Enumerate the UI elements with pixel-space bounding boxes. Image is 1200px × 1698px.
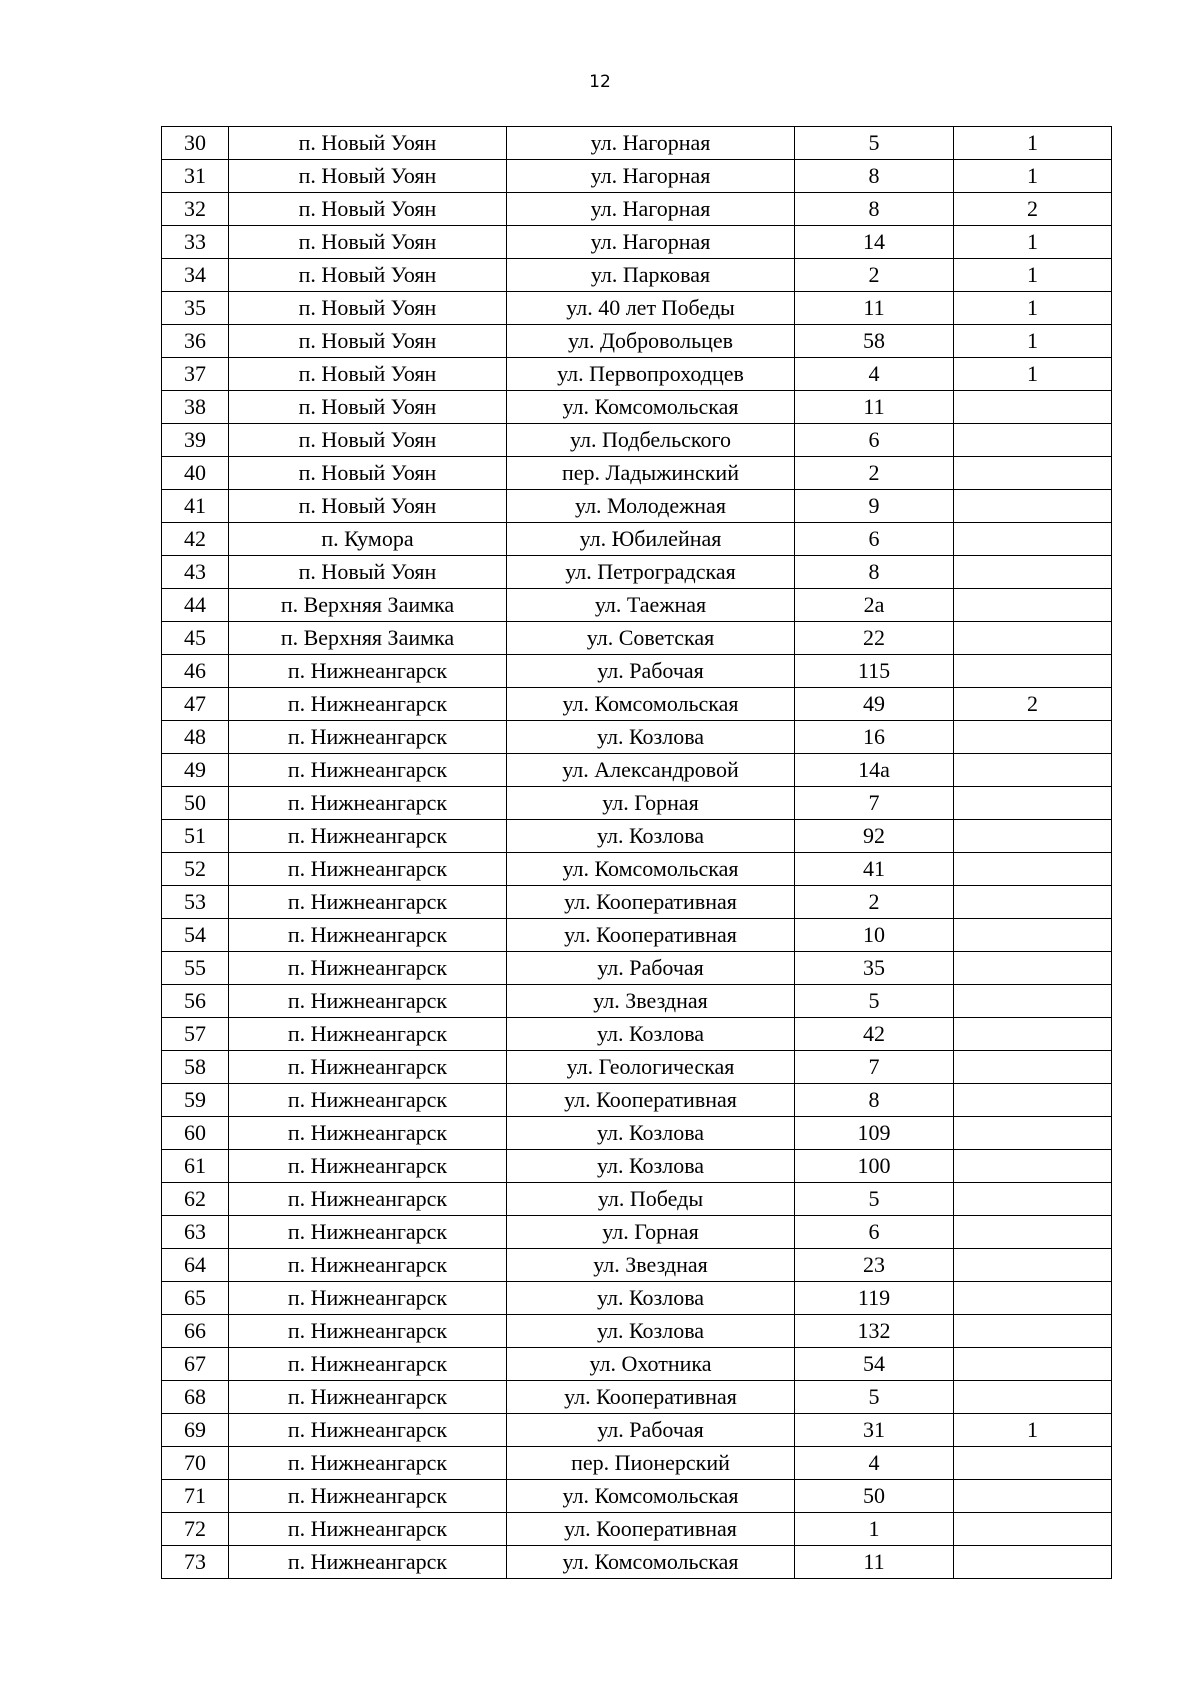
table-row xyxy=(162,1051,1112,1084)
table-row xyxy=(162,820,1112,853)
house-number-cell: 8 xyxy=(795,556,954,589)
table-row xyxy=(162,1546,1112,1579)
street-cell: ул. Кооперативная xyxy=(507,886,795,919)
count-cell: 1 xyxy=(954,292,1112,325)
settlement-cell: п. Нижнеангарск xyxy=(229,886,507,919)
street-cell: ул. Нагорная xyxy=(507,160,795,193)
house-number-cell: 92 xyxy=(795,820,954,853)
house-number-cell: 5 xyxy=(795,1183,954,1216)
house-number-cell: 11 xyxy=(795,391,954,424)
house-number-cell: 42 xyxy=(795,1018,954,1051)
row-number-cell: 31 xyxy=(162,160,229,193)
street-cell: ул. Козлова xyxy=(507,721,795,754)
settlement-cell: п. Новый Уоян xyxy=(229,391,507,424)
table-row xyxy=(162,523,1112,556)
house-number-cell: 6 xyxy=(795,424,954,457)
table-row xyxy=(162,853,1112,886)
row-number-cell: 52 xyxy=(162,853,229,886)
house-number-cell: 2а xyxy=(795,589,954,622)
house-number-cell: 109 xyxy=(795,1117,954,1150)
count-cell xyxy=(954,1018,1112,1051)
table-row xyxy=(162,589,1112,622)
settlement-cell: п. Новый Уоян xyxy=(229,325,507,358)
table-row xyxy=(162,1117,1112,1150)
row-number-cell: 47 xyxy=(162,688,229,721)
street-cell: ул. Козлова xyxy=(507,1150,795,1183)
row-number-cell: 65 xyxy=(162,1282,229,1315)
house-number-cell: 31 xyxy=(795,1414,954,1447)
street-cell: пер. Пионерский xyxy=(507,1447,795,1480)
settlement-cell: п. Нижнеангарск xyxy=(229,655,507,688)
settlement-cell: п. Нижнеангарск xyxy=(229,985,507,1018)
house-number-cell: 14 xyxy=(795,226,954,259)
house-number-cell: 5 xyxy=(795,127,954,160)
row-number-cell: 40 xyxy=(162,457,229,490)
settlement-cell: п. Нижнеангарск xyxy=(229,919,507,952)
street-cell: ул. Звездная xyxy=(507,985,795,1018)
settlement-cell: п. Нижнеангарск xyxy=(229,1117,507,1150)
count-cell: 1 xyxy=(954,259,1112,292)
table-row xyxy=(162,655,1112,688)
settlement-cell: п. Нижнеангарск xyxy=(229,1084,507,1117)
count-cell xyxy=(954,1051,1112,1084)
house-number-cell: 4 xyxy=(795,1447,954,1480)
count-cell xyxy=(954,1216,1112,1249)
street-cell: ул. Горная xyxy=(507,1216,795,1249)
count-cell xyxy=(954,1447,1112,1480)
count-cell xyxy=(954,754,1112,787)
street-cell: ул. Козлова xyxy=(507,1315,795,1348)
street-cell: ул. Козлова xyxy=(507,820,795,853)
count-cell xyxy=(954,1150,1112,1183)
row-number-cell: 64 xyxy=(162,1249,229,1282)
row-number-cell: 34 xyxy=(162,259,229,292)
count-cell: 1 xyxy=(954,127,1112,160)
count-cell: 1 xyxy=(954,358,1112,391)
table-row xyxy=(162,424,1112,457)
row-number-cell: 45 xyxy=(162,622,229,655)
count-cell xyxy=(954,1546,1112,1579)
count-cell xyxy=(954,523,1112,556)
street-cell: ул. Таежная xyxy=(507,589,795,622)
table-row xyxy=(162,1513,1112,1546)
count-cell: 1 xyxy=(954,325,1112,358)
house-number-cell: 58 xyxy=(795,325,954,358)
table-row xyxy=(162,1348,1112,1381)
count-cell xyxy=(954,1249,1112,1282)
settlement-cell: п. Нижнеангарск xyxy=(229,754,507,787)
settlement-cell: п. Нижнеангарск xyxy=(229,688,507,721)
house-number-cell: 100 xyxy=(795,1150,954,1183)
house-number-cell: 1 xyxy=(795,1513,954,1546)
settlement-cell: п. Нижнеангарск xyxy=(229,1216,507,1249)
row-number-cell: 49 xyxy=(162,754,229,787)
table-row xyxy=(162,160,1112,193)
street-cell: ул. Горная xyxy=(507,787,795,820)
row-number-cell: 53 xyxy=(162,886,229,919)
count-cell xyxy=(954,886,1112,919)
count-cell xyxy=(954,820,1112,853)
street-cell: пер. Ладыжинский xyxy=(507,457,795,490)
settlement-cell: п. Нижнеангарск xyxy=(229,1480,507,1513)
page-number: 12 xyxy=(589,72,611,92)
count-cell xyxy=(954,787,1112,820)
row-number-cell: 71 xyxy=(162,1480,229,1513)
settlement-cell: п. Новый Уоян xyxy=(229,358,507,391)
row-number-cell: 68 xyxy=(162,1381,229,1414)
street-cell: ул. Александровой xyxy=(507,754,795,787)
settlement-cell: п. Верхняя Заимка xyxy=(229,622,507,655)
house-number-cell: 6 xyxy=(795,1216,954,1249)
house-number-cell: 23 xyxy=(795,1249,954,1282)
count-cell xyxy=(954,1117,1112,1150)
settlement-cell: п. Нижнеангарск xyxy=(229,1249,507,1282)
table-row xyxy=(162,127,1112,160)
count-cell xyxy=(954,457,1112,490)
count-cell xyxy=(954,952,1112,985)
count-cell: 1 xyxy=(954,226,1112,259)
row-number-cell: 42 xyxy=(162,523,229,556)
settlement-cell: п. Новый Уоян xyxy=(229,556,507,589)
street-cell: ул. Кооперативная xyxy=(507,1381,795,1414)
table-row xyxy=(162,292,1112,325)
table-row xyxy=(162,688,1112,721)
settlement-cell: п. Новый Уоян xyxy=(229,160,507,193)
row-number-cell: 44 xyxy=(162,589,229,622)
row-number-cell: 54 xyxy=(162,919,229,952)
settlement-cell: п. Новый Уоян xyxy=(229,424,507,457)
house-number-cell: 132 xyxy=(795,1315,954,1348)
street-cell: ул. Рабочая xyxy=(507,1414,795,1447)
settlement-cell: п. Нижнеангарск xyxy=(229,853,507,886)
table-row xyxy=(162,1018,1112,1051)
table-row xyxy=(162,787,1112,820)
house-number-cell: 54 xyxy=(795,1348,954,1381)
settlement-cell: п. Нижнеангарск xyxy=(229,1414,507,1447)
count-cell xyxy=(954,919,1112,952)
house-number-cell: 8 xyxy=(795,193,954,226)
table-row xyxy=(162,886,1112,919)
street-cell: ул. Петроградская xyxy=(507,556,795,589)
table-row xyxy=(162,1315,1112,1348)
row-number-cell: 56 xyxy=(162,985,229,1018)
settlement-cell: п. Кумора xyxy=(229,523,507,556)
row-number-cell: 57 xyxy=(162,1018,229,1051)
street-cell: ул. Рабочая xyxy=(507,655,795,688)
street-cell: ул. Добровольцев xyxy=(507,325,795,358)
street-cell: ул. Нагорная xyxy=(507,226,795,259)
house-number-cell: 49 xyxy=(795,688,954,721)
row-number-cell: 30 xyxy=(162,127,229,160)
row-number-cell: 62 xyxy=(162,1183,229,1216)
settlement-cell: п. Новый Уоян xyxy=(229,193,507,226)
street-cell: ул. Первопроходцев xyxy=(507,358,795,391)
row-number-cell: 66 xyxy=(162,1315,229,1348)
street-cell: ул. Комсомольская xyxy=(507,853,795,886)
row-number-cell: 33 xyxy=(162,226,229,259)
street-cell: ул. Рабочая xyxy=(507,952,795,985)
row-number-cell: 39 xyxy=(162,424,229,457)
street-cell: ул. Охотника xyxy=(507,1348,795,1381)
row-number-cell: 73 xyxy=(162,1546,229,1579)
street-cell: ул. Советская xyxy=(507,622,795,655)
street-cell: ул. Победы xyxy=(507,1183,795,1216)
table-row xyxy=(162,1150,1112,1183)
row-number-cell: 43 xyxy=(162,556,229,589)
row-number-cell: 38 xyxy=(162,391,229,424)
settlement-cell: п. Верхняя Заимка xyxy=(229,589,507,622)
count-cell xyxy=(954,721,1112,754)
house-number-cell: 6 xyxy=(795,523,954,556)
settlement-cell: п. Новый Уоян xyxy=(229,292,507,325)
house-number-cell: 5 xyxy=(795,985,954,1018)
count-cell xyxy=(954,985,1112,1018)
street-cell: ул. Кооперативная xyxy=(507,919,795,952)
settlement-cell: п. Новый Уоян xyxy=(229,457,507,490)
row-number-cell: 67 xyxy=(162,1348,229,1381)
table-row xyxy=(162,259,1112,292)
street-cell: ул. Козлова xyxy=(507,1117,795,1150)
settlement-cell: п. Нижнеангарск xyxy=(229,1513,507,1546)
settlement-cell: п. Нижнеангарск xyxy=(229,1447,507,1480)
row-number-cell: 61 xyxy=(162,1150,229,1183)
table-row xyxy=(162,490,1112,523)
street-cell: ул. Подбельского xyxy=(507,424,795,457)
count-cell xyxy=(954,589,1112,622)
table-row xyxy=(162,1249,1112,1282)
table-row xyxy=(162,556,1112,589)
settlement-cell: п. Нижнеангарск xyxy=(229,787,507,820)
street-cell: ул. Нагорная xyxy=(507,127,795,160)
row-number-cell: 50 xyxy=(162,787,229,820)
street-cell: ул. Козлова xyxy=(507,1018,795,1051)
house-number-cell: 9 xyxy=(795,490,954,523)
settlement-cell: п. Нижнеангарск xyxy=(229,1183,507,1216)
count-cell xyxy=(954,622,1112,655)
table-row xyxy=(162,919,1112,952)
street-cell: ул. Молодежная xyxy=(507,490,795,523)
house-number-cell: 115 xyxy=(795,655,954,688)
address-table xyxy=(161,126,1112,1579)
row-number-cell: 35 xyxy=(162,292,229,325)
table-row xyxy=(162,1414,1112,1447)
house-number-cell: 11 xyxy=(795,292,954,325)
street-cell: ул. Козлова xyxy=(507,1282,795,1315)
settlement-cell: п. Нижнеангарск xyxy=(229,1348,507,1381)
house-number-cell: 4 xyxy=(795,358,954,391)
count-cell: 1 xyxy=(954,1414,1112,1447)
house-number-cell: 7 xyxy=(795,1051,954,1084)
house-number-cell: 16 xyxy=(795,721,954,754)
count-cell xyxy=(954,1480,1112,1513)
settlement-cell: п. Нижнеангарск xyxy=(229,1546,507,1579)
house-number-cell: 35 xyxy=(795,952,954,985)
row-number-cell: 55 xyxy=(162,952,229,985)
settlement-cell: п. Нижнеангарск xyxy=(229,721,507,754)
count-cell: 2 xyxy=(954,193,1112,226)
house-number-cell: 5 xyxy=(795,1381,954,1414)
count-cell xyxy=(954,391,1112,424)
count-cell: 1 xyxy=(954,160,1112,193)
house-number-cell: 119 xyxy=(795,1282,954,1315)
table-row xyxy=(162,1183,1112,1216)
table-row xyxy=(162,457,1112,490)
count-cell xyxy=(954,655,1112,688)
house-number-cell: 10 xyxy=(795,919,954,952)
count-cell: 2 xyxy=(954,688,1112,721)
row-number-cell: 69 xyxy=(162,1414,229,1447)
settlement-cell: п. Новый Уоян xyxy=(229,259,507,292)
street-cell: ул. Комсомольская xyxy=(507,688,795,721)
count-cell xyxy=(954,1315,1112,1348)
street-cell: ул. Звездная xyxy=(507,1249,795,1282)
house-number-cell: 41 xyxy=(795,853,954,886)
row-number-cell: 48 xyxy=(162,721,229,754)
house-number-cell: 2 xyxy=(795,457,954,490)
settlement-cell: п. Нижнеангарск xyxy=(229,820,507,853)
count-cell xyxy=(954,1513,1112,1546)
street-cell: ул. Комсомольская xyxy=(507,1480,795,1513)
table-row xyxy=(162,1084,1112,1117)
house-number-cell: 50 xyxy=(795,1480,954,1513)
row-number-cell: 63 xyxy=(162,1216,229,1249)
street-cell: ул. Геологическая xyxy=(507,1051,795,1084)
settlement-cell: п. Нижнеангарск xyxy=(229,952,507,985)
settlement-cell: п. Новый Уоян xyxy=(229,127,507,160)
house-number-cell: 8 xyxy=(795,1084,954,1117)
row-number-cell: 59 xyxy=(162,1084,229,1117)
house-number-cell: 2 xyxy=(795,259,954,292)
count-cell xyxy=(954,1084,1112,1117)
house-number-cell: 2 xyxy=(795,886,954,919)
count-cell xyxy=(954,853,1112,886)
settlement-cell: п. Нижнеангарск xyxy=(229,1282,507,1315)
street-cell: ул. Кооперативная xyxy=(507,1084,795,1117)
table-row xyxy=(162,325,1112,358)
settlement-cell: п. Нижнеангарск xyxy=(229,1150,507,1183)
table-row xyxy=(162,1381,1112,1414)
table-row xyxy=(162,1216,1112,1249)
address-table-body xyxy=(162,127,1112,1579)
street-cell: ул. Кооперативная xyxy=(507,1513,795,1546)
row-number-cell: 41 xyxy=(162,490,229,523)
settlement-cell: п. Нижнеангарск xyxy=(229,1315,507,1348)
table-row xyxy=(162,952,1112,985)
count-cell xyxy=(954,556,1112,589)
count-cell xyxy=(954,1183,1112,1216)
house-number-cell: 14а xyxy=(795,754,954,787)
house-number-cell: 22 xyxy=(795,622,954,655)
table-row xyxy=(162,1480,1112,1513)
row-number-cell: 36 xyxy=(162,325,229,358)
table-row xyxy=(162,391,1112,424)
street-cell: ул. Юбилейная xyxy=(507,523,795,556)
row-number-cell: 51 xyxy=(162,820,229,853)
house-number-cell: 7 xyxy=(795,787,954,820)
row-number-cell: 32 xyxy=(162,193,229,226)
count-cell xyxy=(954,1348,1112,1381)
street-cell: ул. Парковая xyxy=(507,259,795,292)
row-number-cell: 37 xyxy=(162,358,229,391)
street-cell: ул. Комсомольская xyxy=(507,391,795,424)
table-row xyxy=(162,193,1112,226)
table-row xyxy=(162,1282,1112,1315)
count-cell xyxy=(954,1282,1112,1315)
street-cell: ул. 40 лет Победы xyxy=(507,292,795,325)
settlement-cell: п. Нижнеангарск xyxy=(229,1381,507,1414)
table-row xyxy=(162,226,1112,259)
settlement-cell: п. Новый Уоян xyxy=(229,490,507,523)
street-cell: ул. Комсомольская xyxy=(507,1546,795,1579)
street-cell: ул. Нагорная xyxy=(507,193,795,226)
settlement-cell: п. Нижнеангарск xyxy=(229,1051,507,1084)
house-number-cell: 11 xyxy=(795,1546,954,1579)
table-row xyxy=(162,754,1112,787)
table-row xyxy=(162,622,1112,655)
row-number-cell: 46 xyxy=(162,655,229,688)
row-number-cell: 70 xyxy=(162,1447,229,1480)
row-number-cell: 58 xyxy=(162,1051,229,1084)
row-number-cell: 72 xyxy=(162,1513,229,1546)
house-number-cell: 8 xyxy=(795,160,954,193)
settlement-cell: п. Новый Уоян xyxy=(229,226,507,259)
count-cell xyxy=(954,1381,1112,1414)
count-cell xyxy=(954,424,1112,457)
table-row xyxy=(162,985,1112,1018)
count-cell xyxy=(954,490,1112,523)
row-number-cell: 60 xyxy=(162,1117,229,1150)
table-row xyxy=(162,1447,1112,1480)
settlement-cell: п. Нижнеангарск xyxy=(229,1018,507,1051)
table-row xyxy=(162,721,1112,754)
table-row xyxy=(162,358,1112,391)
